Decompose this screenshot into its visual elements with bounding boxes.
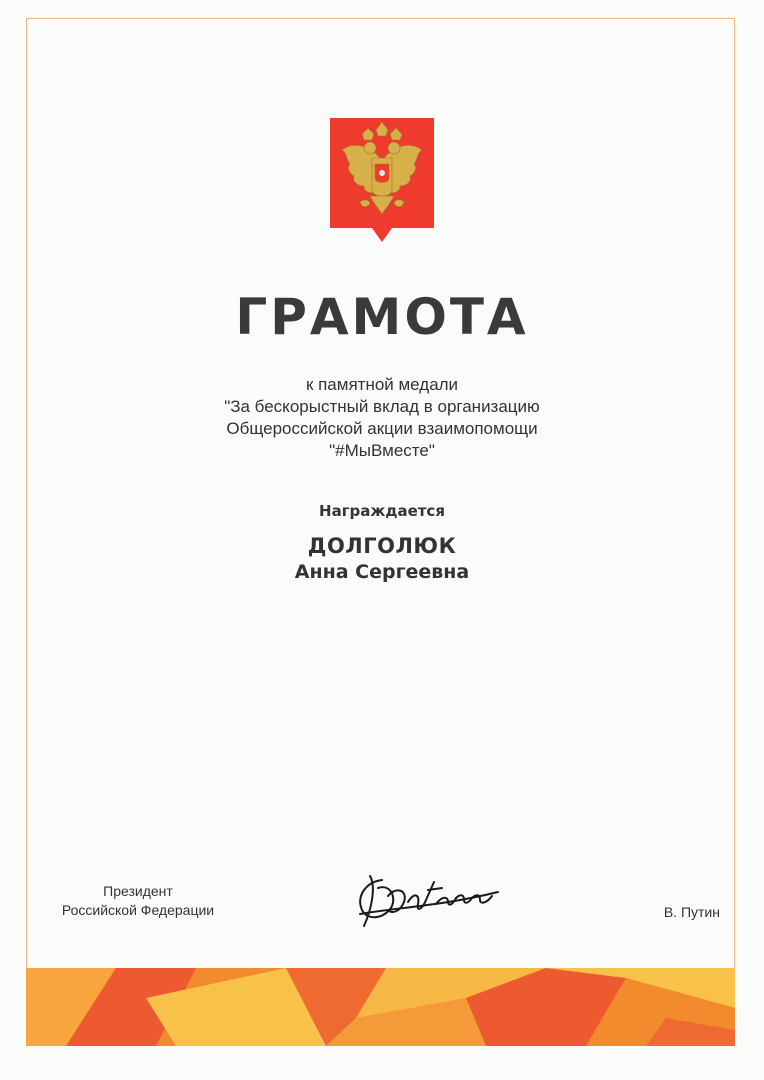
award-description-line: "За бескорыстный вклад в организацию <box>224 397 540 416</box>
decorative-band <box>26 968 735 1046</box>
awarded-label: Награждается <box>319 502 445 520</box>
award-description-line: к памятной медали <box>305 375 459 394</box>
document-title: ГРАМОТА <box>235 288 529 346</box>
award-description-line: Общероссийской акции взаимопомощи <box>226 419 538 438</box>
award-description-line: "#МыВместе" <box>329 441 435 460</box>
recipient-given-names: Анна Сергеевна <box>294 561 470 583</box>
award-description <box>0 374 764 462</box>
recipient-surname: ДОЛГОЛЮК <box>307 534 457 558</box>
signatory-position-line: Российской Федерации <box>61 902 215 918</box>
coat-of-arms-icon <box>330 118 434 242</box>
signatory-name: В. Путин <box>663 904 720 920</box>
signatory-position <box>30 882 246 920</box>
signatory-position-line: Президент <box>103 883 173 899</box>
signature-icon <box>352 866 512 936</box>
